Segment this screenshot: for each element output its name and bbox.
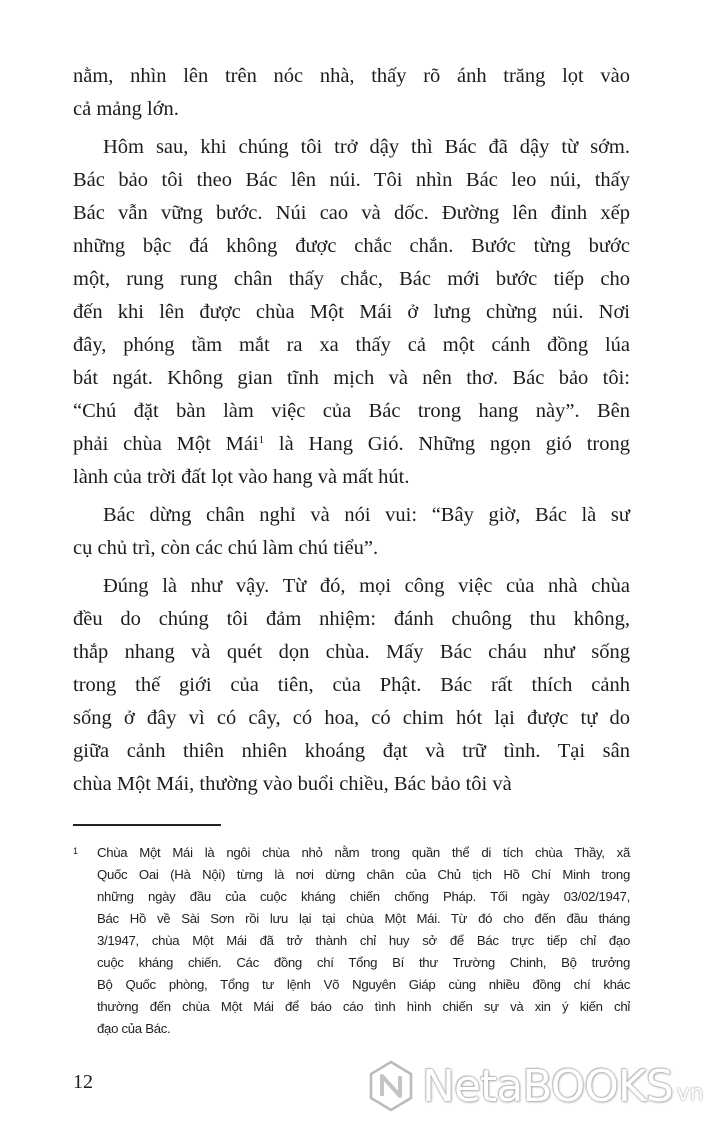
line-text: đây, phóng tầm mắt ra xa thấy cả một cánh đồng lúa: [73, 334, 630, 356]
line-text: sống ở đây vì có cây, có hoa, có chim hót lại được tự do: [73, 707, 630, 729]
footnote-line: Chùa Một Mái là ngôi chùa nhỏ nằm trong quần thể di tích chùa Thầy, xã: [97, 845, 630, 860]
text-line: [73, 461, 630, 494]
line-text: “Chú đặt bàn làm việc của Bác trong hang này”. Bên: [73, 400, 630, 422]
text-line: [73, 263, 630, 296]
watermark-suffix: vn: [676, 1080, 704, 1106]
line-text: Hôm sau, khi chúng tôi trở dậy thì Bác đã dậy từ sớm.: [103, 136, 630, 158]
text-line: [73, 131, 630, 164]
footnote-divider: [73, 824, 221, 826]
footnote-body: [97, 842, 630, 1040]
footnote-line: đạo của Bác.: [97, 1021, 171, 1036]
footnote-line: Quốc Oai (Hà Nội) từng là nơi dừng chân của Chủ tịch Hồ Chí Minh trong: [97, 867, 630, 882]
line-text: trong thế giới của tiên, của Phật. Bác rất thích cảnh: [73, 674, 630, 696]
text-line: [73, 603, 630, 636]
line-text: giữa cảnh thiên nhiên khoáng đạt và trữ tình. Tại sân: [73, 740, 630, 762]
line-text: là Hang Gió. Những ngọn gió trong: [264, 433, 630, 455]
text-line: [73, 197, 630, 230]
text-line: [73, 93, 630, 126]
line-text: đều do chúng tôi đảm nhiệm: đánh chuông thu không,: [73, 608, 630, 630]
line-text: lành của trời đất lọt vào hang và mất hút.: [73, 466, 410, 488]
footnote: [73, 842, 630, 1040]
footnote-line: Bộ Quốc phòng, Tổng tư lệnh Võ Nguyên Giáp cùng nhiều đồng chí khác: [97, 977, 630, 992]
footnote-line: những ngày đầu của cuộc kháng chiến chống Pháp. Tối ngày 03/02/1947,: [97, 889, 630, 904]
line-text: phải chùa Một Mái: [73, 433, 259, 455]
footnote-reference[interactable]: 1: [258, 434, 265, 446]
text-line: [73, 362, 630, 395]
paragraph: [73, 499, 630, 565]
footnote-mark: 1: [73, 846, 78, 856]
text-line: [73, 735, 630, 768]
text-line: [73, 570, 630, 603]
line-text: thắp nhang và quét dọn chùa. Mấy Bác cháu như sống: [73, 641, 630, 663]
text-line: [73, 60, 630, 93]
watermark-logo: [368, 1056, 704, 1116]
line-text: Đúng là như vậy. Từ đó, mọi công việc của nhà chùa: [103, 575, 630, 597]
line-text: bát ngát. Không gian tĩnh mịch và nên thơ. Bác bảo tôi:: [73, 367, 630, 389]
line-text: Bác dừng chân nghỉ và nói vui: “Bây giờ, Bác là sư: [103, 504, 630, 526]
line-text: cả mảng lớn.: [73, 98, 179, 120]
netabooks-hexagon-icon: [368, 1060, 414, 1112]
text-line: [73, 702, 630, 735]
page-number: 12: [73, 1071, 93, 1093]
text-line: [73, 532, 630, 565]
text-line: [73, 164, 630, 197]
text-line: [73, 768, 630, 801]
line-text: một, rung rung chân thấy chắc, Bác mới bước tiếp cho: [73, 268, 630, 290]
paragraph: [73, 60, 630, 126]
line-text: đến khi lên được chùa Một Mái ở lưng chừng núi. Nơi: [73, 301, 630, 323]
footnote-line: cuộc kháng chiến. Các đồng chí Tổng Bí thư Trường Chinh, Bộ trưởng: [97, 955, 630, 970]
watermark-brand: NetaBOOKS: [422, 1060, 673, 1112]
paragraph: [73, 570, 630, 801]
paragraph: [73, 131, 630, 494]
line-text: nằm, nhìn lên trên nóc nhà, thấy rõ ánh trăng lọt vào: [73, 65, 630, 87]
text-line: [73, 499, 630, 532]
text-line: [73, 636, 630, 669]
text-line: [73, 296, 630, 329]
line-text: Bác bảo tôi theo Bác lên núi. Tôi nhìn Bác leo núi, thấy: [73, 169, 630, 191]
text-line: [73, 669, 630, 702]
line-text: những bậc đá không được chắc chắn. Bước từng bước: [73, 235, 630, 257]
footnote-line: thường đến chùa Một Mái để báo cáo tình hình chiến sự và xin ý kiến chỉ: [97, 999, 630, 1014]
line-text: Bác vẫn vững bước. Núi cao và dốc. Đường lên đỉnh xếp: [73, 202, 630, 224]
text-line: [73, 428, 630, 461]
text-line: [73, 230, 630, 263]
line-text: cụ chủ trì, còn các chú làm chú tiểu”.: [73, 537, 379, 559]
text-line: [73, 329, 630, 362]
footnote-line: Bác Hồ về Sài Sơn rồi lưu lại tại chùa Một Mái. Từ đó cho đến đầu tháng: [97, 911, 630, 926]
line-text: chùa Một Mái, thường vào buổi chiều, Bác bảo tôi và: [73, 773, 512, 795]
footnote-line: 3/1947, chùa Một Mái đã trở thành chỉ huy sở để Bác trực tiếp chỉ đạo: [97, 933, 630, 948]
text-line: [73, 395, 630, 428]
body-text: [73, 60, 630, 801]
